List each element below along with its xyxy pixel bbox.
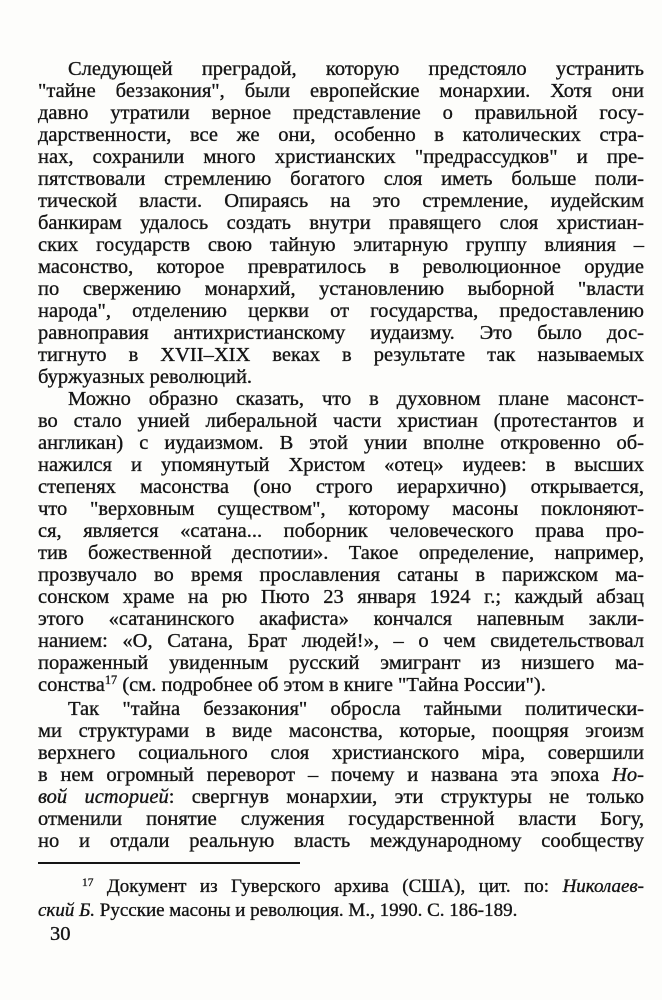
page-body bbox=[38, 58, 644, 852]
text-line: пораженный увиденным русский эмигрант из низшего ма- bbox=[38, 652, 644, 674]
text-line: ся, является «сатана... поборник человеческого права про- bbox=[38, 520, 644, 542]
text-line: тигнуто в XVII–XIX веках в результате так называемых bbox=[38, 344, 644, 366]
paragraph bbox=[38, 876, 644, 922]
footnote bbox=[38, 876, 644, 922]
footnote-marker: 17 bbox=[104, 673, 118, 688]
text-line: масонство, которое превратилось в революционное орудие bbox=[38, 256, 644, 278]
text-line: нанием: «О, Сатана, Брат людей!», – о чем свидетельствовал bbox=[38, 630, 644, 652]
text-line: степенях масонства (оно строго иерархично) открывается, bbox=[38, 476, 644, 498]
italic-text: Но- bbox=[612, 764, 644, 786]
text-line: нажился и упомянутый Христом «отец» иудеев: в высших bbox=[38, 454, 644, 476]
text-line: что "верховным существом", которому масоны поклоняют- bbox=[38, 498, 644, 520]
text-line: по свержению монархий, установлению выборной "власти bbox=[38, 278, 644, 300]
text-line: банкирам удалось создать внутри правящего слоя христиан- bbox=[38, 212, 644, 234]
text-line: пятствовали стремлению богатого слоя иметь больше поли- bbox=[38, 168, 644, 190]
text-line: давно утратили верное представление о правильной госу- bbox=[38, 102, 644, 124]
text-line: нах, сохранили много христианских "предрассудков" и пре- bbox=[38, 146, 644, 168]
paragraph bbox=[38, 698, 644, 852]
paragraph bbox=[38, 58, 644, 388]
text-line: равноправия антихристианскому иудаизму. Это было дос- bbox=[38, 322, 644, 344]
text-line: тив божественной деспотии». Такое определение, например, bbox=[38, 542, 644, 564]
text-line: но и отдали реальную власть международному сообществу bbox=[38, 830, 644, 852]
text-line: Следующей преградой, которую предстояло устранить bbox=[68, 58, 644, 80]
text-line: сонском храме на рю Пюто 23 января 1924 г.; каждый абзац bbox=[38, 586, 644, 608]
text-line: ский Б. Русские масоны и революция. М., 1990. С. 186-189. bbox=[38, 900, 518, 921]
text-line: этого «сатанинского акафиста» кончался напевным закли- bbox=[38, 608, 644, 630]
paragraph bbox=[38, 388, 644, 698]
text-line: "тайне беззакония", были европейские монархии. Хотя они bbox=[38, 80, 644, 102]
text-line: отменили понятие служения государственной власти Богу, bbox=[38, 808, 644, 830]
text-line: ми структурами в виде масонства, которые, поощряя эгоизм bbox=[38, 720, 644, 742]
footnote-marker: 17 bbox=[82, 876, 94, 889]
text-line: буржуазных революций. bbox=[38, 366, 253, 388]
text-line: во стало унией либеральной части христиан (протестантов и bbox=[38, 410, 644, 432]
text-line: Можно образно сказать, что в духовном плане масонст- bbox=[68, 388, 644, 410]
footnote-rule bbox=[38, 862, 300, 864]
text-line: англикан) с иудаизмом. В этой унии вполне откровенно об- bbox=[38, 432, 644, 454]
text-line: вой историей: свергнув монархии, эти структуры не только bbox=[38, 786, 644, 808]
italic-text: ский Б. bbox=[38, 900, 96, 921]
page-number: 30 bbox=[50, 923, 71, 945]
text-line: $^{17}$ Документ из Гуверского архива (США), цит. по: Николаев- bbox=[82, 876, 644, 897]
text-line: в нем огромный переворот – почему и названа эта эпоха Но- bbox=[38, 764, 644, 786]
italic-text: вой историей bbox=[38, 786, 169, 808]
text-line: прозвучало во время прославления сатаны в парижском ма- bbox=[38, 564, 644, 586]
text-line: сонства$^{17}$ (см. подробнее об этом в книге "Тайна России"). bbox=[38, 673, 546, 696]
text-line: верхнего социального слоя христианского міра, совершили bbox=[38, 742, 644, 764]
text-line: Так "тайна беззакония" обросла тайными политически- bbox=[68, 698, 644, 720]
text-line: народа", отделению церкви от государства, предоставлению bbox=[38, 300, 644, 322]
text-line: тической власти. Опираясь на это стремление, иудейским bbox=[38, 190, 644, 212]
text-line: дарственности, все же они, особенно в католических стра- bbox=[38, 124, 644, 146]
text-line: ских государств свою тайную элитарную группу влияния – bbox=[38, 234, 644, 256]
italic-text: Николаев- bbox=[562, 876, 644, 897]
